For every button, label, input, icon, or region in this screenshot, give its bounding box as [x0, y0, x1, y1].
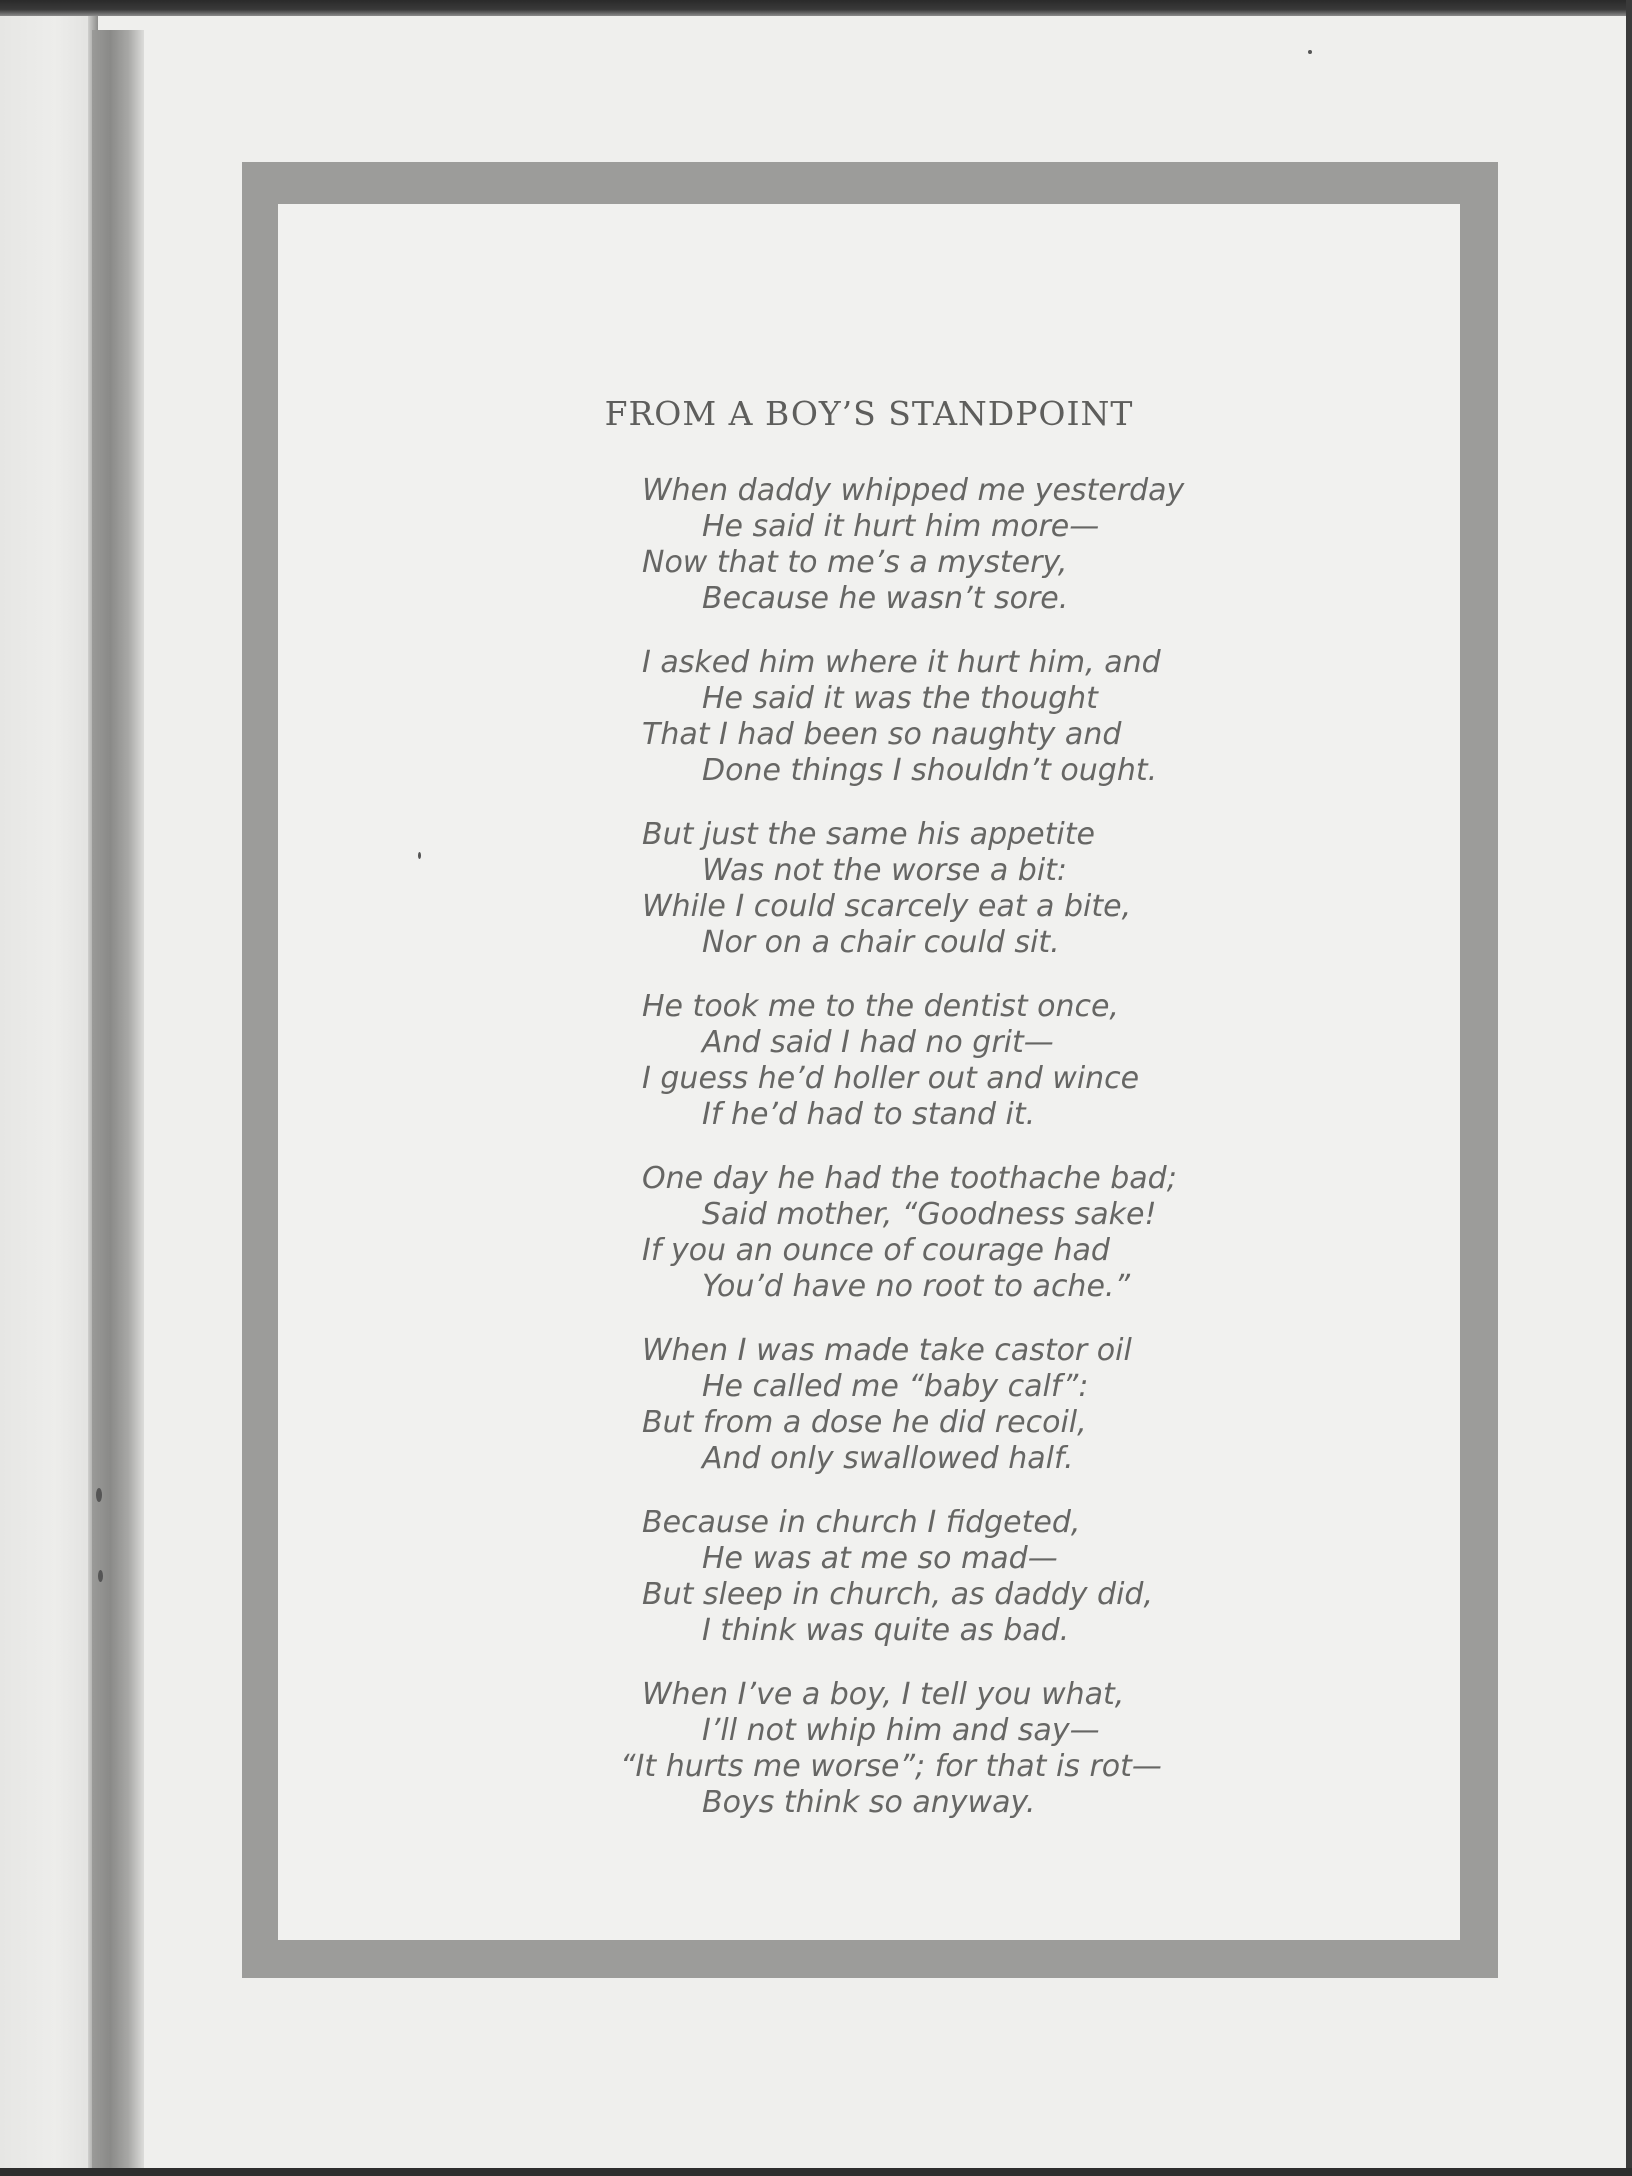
scan-speck — [418, 852, 421, 859]
poem-line: One day he had the toothache bad; — [642, 1161, 1177, 1196]
poem-line: He called me “baby calf”: — [702, 1369, 1089, 1404]
poem-line: But sleep in church, as daddy did, — [642, 1577, 1153, 1612]
poem-stanza — [642, 817, 1442, 961]
poem-line: He took me to the dentist once, — [642, 989, 1119, 1024]
poem-line: When I was made take castor oil — [642, 1333, 1132, 1368]
scan-speck — [98, 1570, 103, 1582]
poem-line: If he’d had to stand it. — [702, 1097, 1036, 1132]
poem-body — [620, 473, 1442, 1849]
poem-line: Boys think so anyway. — [702, 1785, 1036, 1820]
poem-line: I think was quite as bad. — [702, 1613, 1070, 1648]
poem-line: He said it was the thought — [702, 681, 1098, 716]
poem-line: And said I had no grit— — [702, 1025, 1054, 1060]
poem-stanza — [620, 1677, 1442, 1821]
poem-title: FROM A BOY’S STANDPOINT — [604, 394, 1134, 433]
poem-stanza — [642, 473, 1442, 617]
adjacent-page-strip — [0, 16, 92, 2168]
poem-line: And only swallowed half. — [702, 1441, 1074, 1476]
poem-line: But from a dose he did recoil, — [642, 1405, 1087, 1440]
poem-line: Because he wasn’t sore. — [702, 581, 1069, 616]
poem-line: Because in church I fidgeted, — [642, 1505, 1081, 1540]
poem-line: You’d have no root to ache.” — [702, 1269, 1130, 1304]
poem-line: While I could scarcely eat a bite, — [642, 889, 1132, 924]
poem-line: Now that to me’s a mystery, — [642, 545, 1068, 580]
poem-line: I asked him where it hurt him, and — [642, 645, 1161, 680]
poem-line: When daddy whipped me yesterday — [642, 473, 1185, 508]
poem-line: “It hurts me worse”; for that is rot— — [620, 1749, 1162, 1784]
poem-line: But just the same his appetite — [642, 817, 1095, 852]
page-border-frame — [242, 162, 1498, 1978]
poem-stanza — [642, 989, 1442, 1133]
poem-line: He said it hurt him more— — [702, 509, 1100, 544]
poem-line: Done things I shouldn’t ought. — [702, 753, 1158, 788]
scan-bottom-edge — [0, 2168, 1632, 2176]
poem-stanza — [642, 1333, 1442, 1477]
poem-line: I’ll not whip him and say— — [702, 1713, 1100, 1748]
book-gutter — [92, 30, 144, 2170]
scan-speck — [96, 1488, 102, 1502]
poem-stanza — [642, 1505, 1442, 1649]
poem-line: I guess he’d holler out and wince — [642, 1061, 1140, 1096]
poem-line: If you an ounce of courage had — [642, 1233, 1110, 1268]
poem-stanza — [642, 645, 1442, 789]
poem-line: Nor on a chair could sit. — [702, 925, 1060, 960]
frame-inner-panel — [278, 204, 1460, 1940]
scan-right-edge — [1626, 0, 1632, 2176]
poem-line: Said mother, “Goodness sake! — [702, 1197, 1157, 1232]
poem-stanza — [642, 1161, 1442, 1305]
poem-line: When I’ve a boy, I tell you what, — [642, 1677, 1125, 1712]
scan-top-edge — [0, 0, 1632, 16]
poem-line: That I had been so naughty and — [642, 717, 1122, 752]
poem-line: He was at me so mad— — [702, 1541, 1058, 1576]
poem-line: Was not the worse a bit: — [702, 853, 1068, 888]
scan-speck — [1308, 50, 1312, 54]
